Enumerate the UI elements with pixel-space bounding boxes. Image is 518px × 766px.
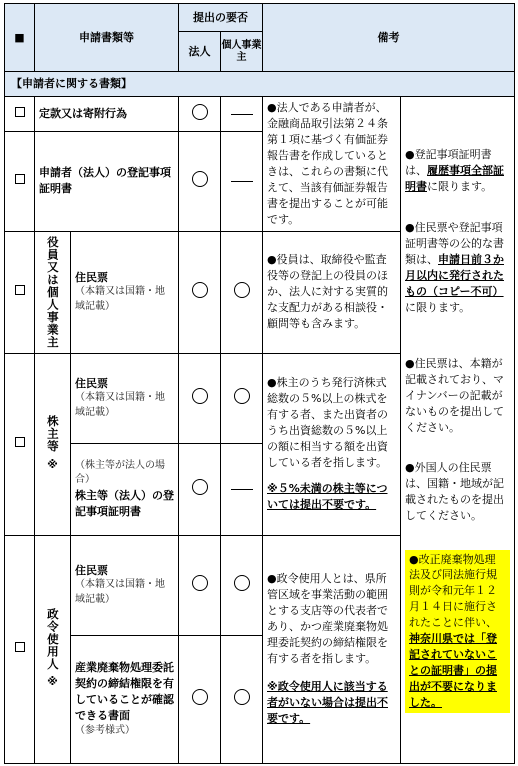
group-shareholders: 株主等 ※ <box>35 353 71 535</box>
doc-label: 申請者（法人）の登記事項証明書 <box>35 132 179 231</box>
group-managers: 政令使用人 ※ <box>35 535 71 763</box>
required-circle-mark <box>192 388 208 404</box>
section-title: 【申請者に関する書類】 <box>5 72 515 97</box>
checkbox[interactable] <box>15 107 25 117</box>
remark-amendment: ●改正廃棄物処理法及び同法施行規則が令和元年１２月１４日に施行されたことに伴い、神奈川県では「登記されていないことの証明書」の提出が不要になりました。 <box>405 550 510 713</box>
note-shareholders: ●株主のうち発行済株式総数の５%以上の株式を有する者、また出資者のうち出資総数の５%以上の額に相当する額を出資している者を指します。 ※５%未満の株主等については提出不要です。 <box>263 353 401 535</box>
application-documents-table <box>4 3 515 764</box>
required-circle-mark <box>234 575 250 591</box>
required-circle-mark <box>192 689 208 705</box>
header-row <box>5 4 515 32</box>
not-required-dash-mark <box>231 489 253 490</box>
header-individual: 個人事業主 <box>221 32 263 72</box>
header-documents: 申請書類等 <box>35 4 179 72</box>
header-required: 提出の要否 <box>179 4 263 32</box>
doc-contract-authority: 産業廃棄物処理委託契約の締結権限を有していることが確認できる書面 （参考様式） <box>71 635 179 763</box>
required-circle-mark <box>192 171 208 187</box>
doc-shareholder-registry: （株主等が法人の場合） 株主等（法人）の登記事項証明書 <box>71 443 179 535</box>
doc-resident-card: 住民票 （本籍又は国籍・地域記載） <box>71 231 179 353</box>
remark-public-docs: ●住民票や登記事項証明書等の公的な書類は、申請日前３か月以内に発行されたもの（コピー不可）に限ります。 <box>405 221 504 315</box>
group-label-officers: 役員又は個人事業主 <box>45 235 60 349</box>
checkbox[interactable] <box>15 174 25 184</box>
required-circle-mark <box>192 479 208 495</box>
row-articles <box>5 97 515 132</box>
checkbox[interactable] <box>15 437 25 447</box>
required-circle-mark <box>192 104 208 120</box>
note-managers: ●政令使用人とは、県所管区域を事業活動の範囲とする支店等の代表者であり、かつ産業廃棄物処理委託契約の締結権限を有する者を指します。 ※政令使用人に該当する者がいない場合は提出不要です。 <box>263 535 401 763</box>
required-circle-mark <box>234 388 250 404</box>
note-officers: ●役員は、取締役や監査役等の登記上の役員のほか、法人に対する実質的な支配力がある相談役・顧問等も含みます。 <box>263 231 401 353</box>
remark-resident-card: ●住民票は、本籍が記載されており、マイナンバーの記載がないものを提出してください。 <box>405 357 504 434</box>
required-circle-mark <box>192 282 208 298</box>
required-circle-mark <box>234 282 250 298</box>
header-remarks: 備考 <box>263 4 515 72</box>
doc-resident-card: 住民票 （本籍又は国籍・地域記載） <box>71 535 179 635</box>
header-corporation: 法人 <box>179 32 221 72</box>
required-circle-mark <box>192 575 208 591</box>
checkbox[interactable] <box>15 642 25 652</box>
note-securities-report: ●法人である申請者が、金融商品取引法第２４条第１項に基づく有価証券報告書を作成しているときは、これらの書類に代えて、当該有価証券報告書を提出することが可能です。 <box>263 97 401 232</box>
remark-registry: ●登記事項証明書は、履歴事項全部証明書に限ります。 <box>405 147 504 193</box>
header-mark: ■ <box>5 4 35 72</box>
not-required-dash-mark <box>231 114 253 115</box>
not-required-dash-mark <box>231 181 253 182</box>
doc-label: 定款又は寄附行為 <box>35 97 179 132</box>
required-circle-mark <box>234 689 250 705</box>
checkbox[interactable] <box>15 285 25 295</box>
remark-foreigner-card: ●外国人の住民票は、国籍・地域が記載されたものを提出してください。 <box>405 460 504 522</box>
remarks-column <box>401 97 515 764</box>
doc-resident-card: 住民票 （本籍又は国籍・地域記載） <box>71 353 179 443</box>
